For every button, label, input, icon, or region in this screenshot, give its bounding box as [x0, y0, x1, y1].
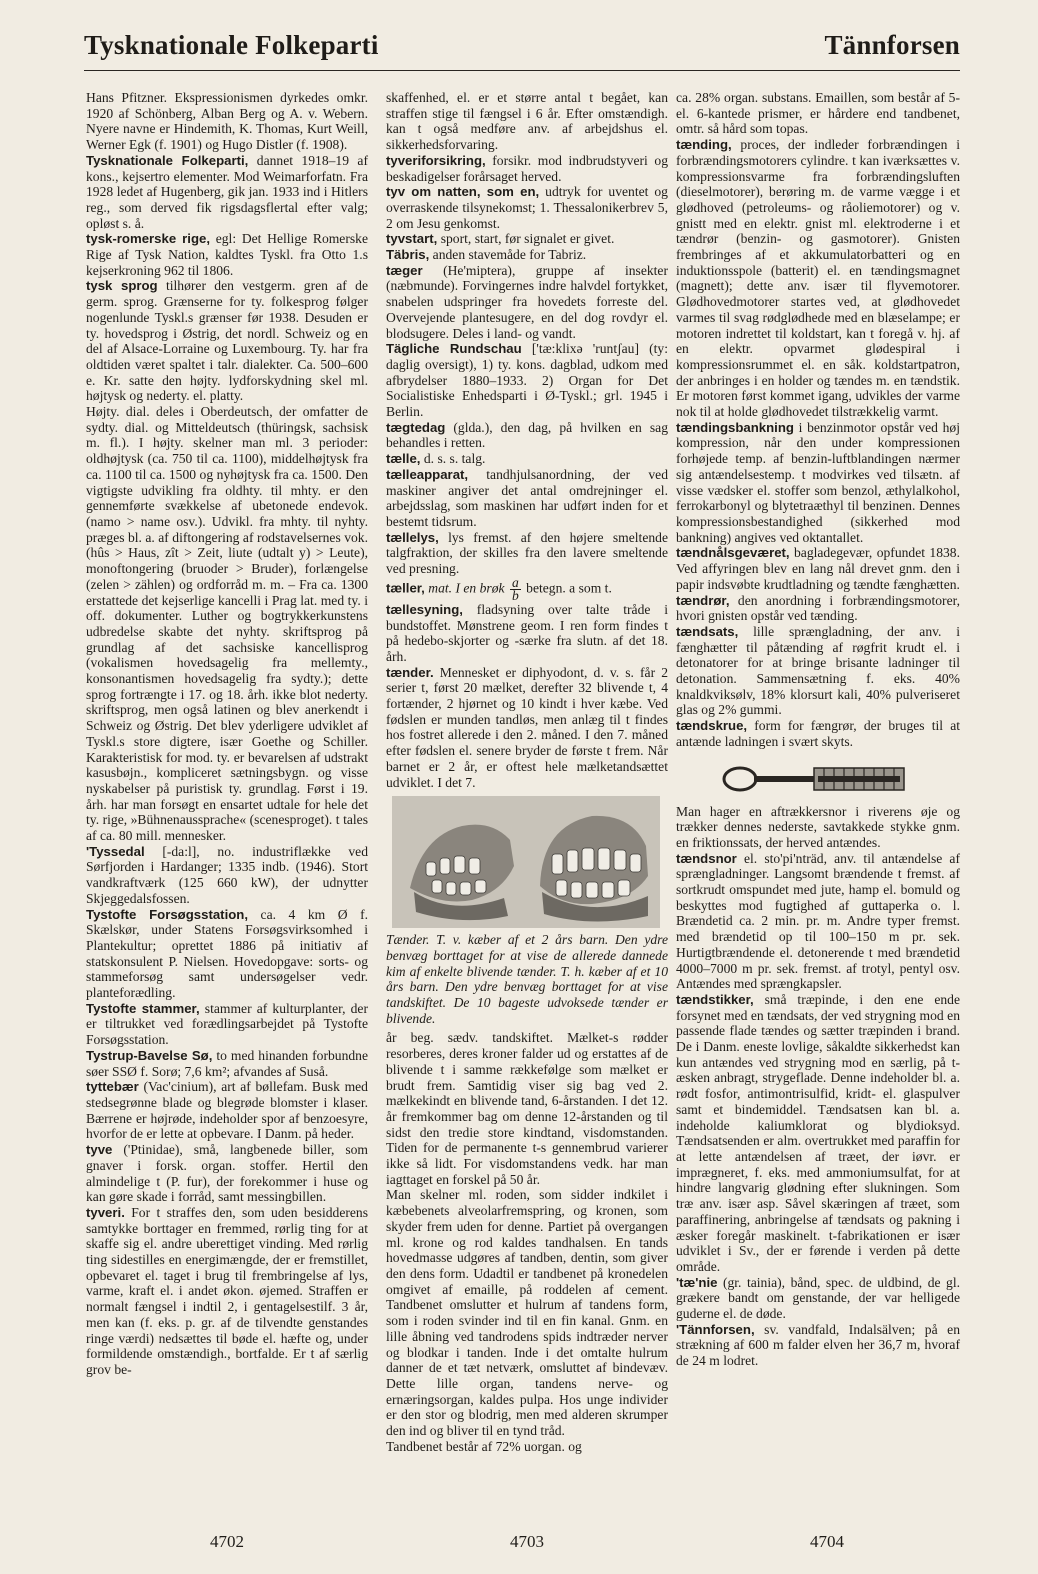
entry — [86, 404, 368, 844]
entry — [386, 1030, 668, 1187]
entry-text: (gr. tainia), bånd, spec. de uldbind, de gl. grækere bandt om genstande, der var helligede guderne el. de døde. — [676, 1274, 960, 1322]
headword: tændsnor — [676, 850, 737, 866]
headword: tændstikker, — [676, 991, 754, 1007]
entry — [676, 1322, 960, 1369]
headword: tysk sprog — [86, 278, 158, 294]
entry — [676, 137, 960, 420]
entry-text: tilhører den vestgerm. gren af de germ. sprog. Grænserne for ty. folkesprog følger nogenlunde Tyskl.s grænser før 1938. Desuden er ty. hovedsprog i Østrig, det nordl. Schweiz og en del af Alsace-Lorraine og Luxembourg. Ty. har fra oldtiden været spaltet i talr. dialekter. Ca. 500–600 e. Kr. satte den højty. lydforskydning skel ml. højtysk og nederty. el. platty. — [86, 278, 368, 404]
column-2-entries-b — [386, 602, 668, 790]
fraction — [510, 574, 521, 603]
entry-text: fladsyning over talte tråde i bundstoffet. Mønstrene geom. I ren form findes t på hedebo-skjorter og -særke fra slutn. af det 18. årh. — [386, 601, 669, 664]
entry — [86, 1205, 368, 1378]
entry-text: ca. 4 km Ø f. Skælskør, under Statens Forsøgsvirksomhed i Plantekultur; oprettet 1886 på initiativ af statskonsulent P. Nielsen. Hovedopgave: sorts- og stammeforsøg samt undersøgelser vedr. planteforædling. — [86, 906, 368, 1001]
entry — [386, 247, 668, 263]
entry — [86, 844, 368, 907]
header-left-title: Tysknationale Folkeparti — [84, 30, 379, 60]
headword: tyv om natten, som en, — [386, 184, 540, 200]
headword: Täbris, — [386, 247, 430, 263]
column-3 — [676, 90, 960, 1369]
entry-text: form for fængrør, der bruges til at antænde ladningen i svært skyts. — [676, 718, 961, 749]
headword: Tystrup-Bavelse Sø, — [86, 1047, 213, 1063]
headword: 'Tyssedal — [86, 843, 145, 859]
entry-text: skaffenhed, el. er et større antal t begået, kan straffen stige til fængsel i 6 år. Efter omstændigh. kan t også medføre anv. af arbejdshus el. sikkerhedsforvaring. — [386, 90, 668, 153]
headword: 'Tännforsen, — [676, 1321, 755, 1337]
figure-caption: Tænder. T. v. kæber af et 2 års barn. Den ydre benvæg borttaget for at vise de allerede dannede kim af enkelte blivende tænder. T. h. kæber af et 10 års barn. Den ydre benvæg borttaget for at vise tandskiftet. De 10 bageste udvoksede tænder er blivende. — [386, 932, 668, 1026]
page-number-2: 4703 — [510, 1532, 544, 1551]
teeth-illustration — [392, 796, 660, 928]
entry — [86, 1079, 368, 1142]
headword: tyve — [86, 1142, 113, 1158]
entry — [386, 1187, 668, 1438]
igniter-screw-illustration — [718, 758, 918, 800]
entry-text: el. sto'pi'nträd, anv. til antændelse af sprængladninger. Langsomt brændende t fremst. af sortkrudt omspundet med jute, hamp el. bomuld og beskyttes mod fugtighed af guttaperka o. l. Brændetid ca. 2 min. pr. m. Andre typer fremst. med brændetid op til 100–150 m pr. sek. Hurtigtbrændende el. detonerende t med brændetid 4000–7000 m pr. sek. fremst. af trotyl, pentyl osv. Antændes med sprængkapsler. — [676, 850, 960, 992]
page-number-1: 4702 — [210, 1532, 244, 1551]
headword: tysk-romerske rige, — [86, 231, 210, 247]
entry-text: bagladegevær, opfundet 1838. Ved affyringen blev en lang nål drevet gnm. den i papir indsvøbte krudtladning og tændte fænghætten. — [676, 545, 960, 592]
entry — [86, 1142, 368, 1205]
headword: tællesyning, — [386, 601, 463, 617]
headword: 'tæ'nie — [676, 1274, 718, 1290]
fraction-denominator: b — [511, 587, 519, 603]
entry-text: Man hager en aftrækkersnor i riverens øje og trækker dennes nederste, savtakkede stykke gnm. en friktionssats, der herved antændes. — [676, 803, 960, 850]
entry — [86, 90, 368, 153]
headword: tændnålsgeværet, — [676, 545, 790, 561]
entry-text: stammer af kulturplanter, der er tiltrukket ved forædlingsarbejdet på Tystofte Forsøgsstation. — [86, 1000, 368, 1048]
entry-text: ('Ptinidae), små, langbenede biller, som gnaver i forsk. organ. stoffer. Hertil den almindelige t (P. fur), der forekommer i huse og kan gøre skade i forråd, samt messingbillen. — [86, 1142, 368, 1205]
entry-text: lille sprængladning, der anv. i fænghætter til påtænding af røgfrit krudt el. i detonatorer for at bringe brisante ladninger til detonation. Sammensætning f. eks. 40% knaldkviksølv, 18% klorsurt kali, 40% pulveriseret glas og 2% gummi. — [676, 623, 960, 718]
entry — [386, 665, 668, 791]
headword: Tystofte Forsøgsstation, — [86, 906, 249, 922]
entry-text: Hans Pfitzner. Ekspressionismen dyrkedes omkr. 1920 af Schönberg, Alban Berg og A. v. Webern. Nyere navne er Hindemith, K. Thomas, Kurt Weill, Werner Egk (f. 1901) og Hugo Distler (f. 1908). — [86, 90, 368, 153]
entry — [386, 530, 668, 577]
header-right-title: Tännforsen — [824, 30, 960, 60]
entry — [386, 184, 668, 231]
teeth-figure — [386, 796, 668, 1026]
entry — [86, 231, 368, 278]
headword: tændskrue, — [676, 718, 748, 734]
headword: Tysknationale Folkeparti, — [86, 152, 249, 168]
entry-text: små træpinde, i den ene ende forsynet med en tændsats, der ved strygning mod en passende flade tændes og sætter træpinden i brand. De i Danm. eneste lovlige, såkaldte sikkerhedst kan kun antændes ved strygning mod en særlig, på t-æsken anbragt, strygeflade. Denne indeholder bl. a. rødt fosfor, antimontrisulfid, kridt- el. glaspulver samt et bindemiddel. Tændsatsen kan bl. a. indeholde kaliumklorat og blydioksyd. Tændsatsenden er alm. overtrukket med paraffin for at lette antændelsen af træet, der iøvr. er imprægneret, f. eks. med ammoniumsulfat, for at hindre langvarig glødning efter slukningen. Som træ anv. især asp. Såvel skæringen af træet, som paraffinering, anbringelse af tændsats og pakning i æsker foregår maskinelt. t-fabrikationen er især udviklet i Sv., der er førende i verden på dette område. — [676, 991, 960, 1274]
entry-text: mat. I en brøk — [428, 580, 505, 596]
entry — [86, 1048, 368, 1079]
entry — [676, 90, 960, 137]
entry — [86, 153, 368, 232]
entry-text: (Vac'cinium), art af bøllefam. Busk med stedsegrønne blade og blegrøde blomster i klaser. Bærrene er højrøde, indeholder spor af benzoesyre, hvorfor de er lette at opbevare. I Danm. på heder. — [86, 1079, 368, 1142]
entry-text: Tandbenet består af 72% uorgan. og — [386, 1438, 582, 1454]
column-2-entries-c — [386, 1030, 668, 1454]
headword: tæger — [386, 262, 423, 278]
entry — [676, 1275, 960, 1322]
entry-text: Man skelner ml. roden, som sidder indkilet i kæbebenets alveolarfremspring, og kronen, som skyder frem uden for denne. Partiet på overgangen ml. krone og rod kaldes tandhalsen. En tands hovedmasse udgøres af tandben, dentin, som giver den dens form. Udadtil er tandbenet på kronedelen omgivet af emaille, på roddelen af cement. Tandbenet omslutter et hulrum af tandens form, som i roden svinder ind til en fin kanal. Gnm. en lille åbning ved tandrodens spids indtræder nerver og blodkar i tanden. Inde i det omtalte hulrum danner de et tæt netværk, omsluttet af bindevæv. Dette lille organ, tandens nerve- og ernæringsorgan, kaldes pulpa. Hos unge individer er den stor og blodrig, men med alderen skrumper den ind og bliver til en tynd tråd. — [386, 1187, 668, 1439]
headword: tyvstart, — [386, 231, 438, 247]
entry-text: (glda.), den dag, på hvilken en sag behandles i retten. — [386, 419, 668, 451]
entry — [676, 545, 960, 592]
entry-text: anden stavemåde for Tabriz. — [432, 247, 587, 263]
headword: tæller, — [386, 580, 425, 596]
entry-text: Mennesket er diphyodont, d. v. s. får 2 serier t, først 20 mælket, derefter 32 blivende t, 4 fortænder, 2 hjørnet og 10 kindt i hver kæbe. Ved fødslen er munden tandløs, men anlæg til t findes hos fostret allerede i den 2. måned. I den 7. måned efter fødslen el. senere bryder de første t frem. Når barnet er 2 år, er oftest hele mælketandsættet udviklet. I det 7. — [386, 664, 668, 790]
entry — [386, 602, 668, 665]
page-number-3: 4704 — [810, 1532, 844, 1551]
entry — [676, 624, 960, 718]
entry-text: ['tæ:klixə 'runtʃau] (ty: daglig oversigt), 1) ty. kons. dagblad, udkom med afbrydelser 1880–1933. 2) Organ for Det Socialistiske Enhedsparti i Ø-Tyskl.; grl. 1945 i Berlin. — [386, 341, 668, 420]
headword: tægtedag — [386, 419, 446, 435]
headword: tyttebær — [86, 1079, 139, 1095]
entry-text: betegn. a som t. — [526, 580, 612, 596]
entry-text: egl: Det Hellige Romerske Rige af Tysk Nation, kaldtes Tyskl. fra Otto 1.s kejserkroning 962 til 1806. — [86, 231, 368, 278]
entry-text: d. s. s. talg. — [423, 451, 486, 467]
entry-text: sport, start, før signalet er givet. — [440, 231, 615, 247]
entry-text: forsikr. mod indbrudstyveri og beskadigelser forårsaget herved. — [386, 152, 668, 184]
column-1 — [86, 90, 368, 1378]
entry-text: to med hinanden forbundne søer SSØ f. Sorø; 7,6 km²; afvandes af Suså. — [86, 1047, 368, 1079]
entry — [86, 907, 368, 1001]
entry — [86, 1001, 368, 1048]
entry — [386, 341, 668, 420]
entry-text: sv. vandfald, Indalsälven; på en strækning af 600 m falder elven her 36,7 m, hvoraf de 24 m lodret. — [676, 1321, 960, 1369]
headword: Tystofte stammer, — [86, 1000, 200, 1016]
headword: tyveri. — [86, 1204, 125, 1220]
entry-text: den anordning i forbrændingsmotorer, hvori gnisten opstår ved tænding. — [676, 592, 960, 624]
entry-text: dannet 1918–19 af kons., kejsertro elementer. Mod Weimarforfatn. Fra 1928 ledet af Hugenberg, gik jan. 1933 ind i Hitlers reg., som derved fik rigsdagsflertal efter valg; opløst s. å. — [86, 152, 368, 231]
entry — [676, 718, 960, 749]
entry-text: lys fremst. af den højere smeltende talgfraktion, der skilles fra den lavere smeltende ved presning. — [386, 529, 668, 577]
headword: tænding, — [676, 137, 732, 153]
headword: tænder. — [386, 664, 434, 680]
entry — [386, 467, 668, 530]
headword: tyveriforsikring, — [386, 152, 486, 168]
column-2 — [386, 90, 668, 1454]
entry — [386, 1439, 668, 1455]
entry — [676, 851, 960, 992]
entry — [386, 231, 668, 247]
entry-text: ca. 28% organ. substans. Emaillen, som består af 5- el. 6-kantede prismer, er hårdere end tandbenet, omtr. så hård som topas. — [676, 90, 960, 137]
entry — [386, 90, 668, 153]
column-3-entries-a — [676, 90, 960, 750]
entry-text: i benzinmotor opstår ved høj kompression, når den under kompressionen forhøjede temp. af benzin-luftblandingen nærmer sig antændelsestemp. t modvirkes ved tilsætn. af visse vædsker el. stoffer som benzol, æthylalkohol, ferrokarbonyl og blytetraæthyl til benzinen. Dennes kompressionsbestandighed (sikkerhed mod bankning) angives ved oktantallet. — [676, 419, 960, 545]
headword: tændrør, — [676, 592, 730, 608]
entry — [676, 804, 960, 851]
entry — [386, 420, 668, 451]
headword: tælleapparat, — [386, 466, 469, 482]
entry-text: tandhjulsanordning, der ved maskiner angiver det antal omdrejninger el. arbejdsslag, som maskinen har udført inden for et bestemt tidsrum. — [386, 466, 668, 529]
entry-text: (He'miptera), gruppe af insekter (næbmunde). Forvingernes indre halvdel fortykket, snabelen udspringer fra hovedets forreste del. Overvejende plantesugere, en del dog rovdyr el. blodsugere. Deles i land- og vandt. — [386, 262, 668, 341]
entry — [386, 263, 668, 342]
headword: tælle, — [386, 451, 421, 467]
entry-text: udtryk for uventet og overraskende tilsynekomst; 1. Thessalonikerbrev 5, 2 om Jesu genkomst. — [386, 184, 668, 231]
entry-text: Højty. dial. deles i Oberdeutsch, der omfatter de sydty. dial. og Mitteldeutsch (thüringsk, sachsisk m. fl.). I højty. skelner man ml. 3 perioder: oldhøjtysk (ca. 750 til ca. 1100), middelhøjtysk fra ca. 1100 til ca. 1500 og nyhøjtysk fra ca. 1500. Den vigtigste udvikling fra oldhty. til mhty. er den gennemførte svækkelse af ubetonede endevok. (namo > name osv.). Udvikl. fra mhty. til nyhty. præges bl. a. af diftongering af rodstavelsernes vok. (hûs > Haus, zît > Zeit, liute (udtalt y) > Leute), monoftongering (bruoder > Bruder), forlængelse (zelen > zählen) og ordforråd m. m. – Fra ca. 1300 erstattede det kejserlige kancelli i Prag lat. med ty. i off. dokumenter. Luther og bogtrykkerkunstens udbredelse skabte det nyhty. skriftsprog på grundlag af det sachsiske kancellisprog (vokalismen hovedsagelig fra mellemty., konsonantismen hovedsagelig fra sydty.); dette sprog fortrængte i 17. og 18. årh. ikke blot nederty. skriftsprog, men også latinen og blev anerkendt i Schweiz og Østrig. Det blev yderligere udviklet af Tyskl.s store digtere, især Goethe og Schiller. Karakteristisk for mod. ty. er bevarelsen af udstrakt kasusbøjn., kompliceret sætningsbygn. og visse nyskabelser på puristisk ty. grundlag. Først i 19. årh. har man forsøgt en ensartet udtale for hele det ty. rige, »Bühnenaussprache« (scenesproget). t tales af ca. 80 mill. mennesker. — [86, 404, 368, 844]
entry-text: [-da:l], no. industriflække ved Sørfjorden i Hardanger; 1335 indb. (1946). Stort vandkraftværk (125 660 kW), der udnytter Skjeggedalsfossen. — [86, 843, 368, 906]
entry-text: år beg. sædv. tandskiftet. Mælket-s rødder resorberes, deres kroner falder ud og erstattes af de blivende t i samme rækkefølge som mælket er brudt frem. Samtidig viser sig bag ved 2. mælkekindt en blivende tand, 6-årstanden. I det 12. år fremkommer bag om denne 12-årstanden og til sidst den tredie store kindtand, visdomstanden. Tiden for de permanente t-s gennembrud varierer ikke så lidt. For visdomstandens vedk. har man iagttaget en forskel på 50 år. — [386, 1030, 668, 1187]
header-rule — [84, 70, 960, 71]
headword: tællelys, — [386, 529, 439, 545]
column-2-entries-a — [386, 90, 668, 577]
entry — [86, 278, 368, 404]
entry — [386, 451, 668, 467]
entry — [386, 153, 668, 184]
entry-text: proces, der indleder forbrændingen i forbrændingsmotorers cylindre. t kan iværksættes v. kompressionsvarme fra forbrændingsluften (dieselmotorer), berøring m. de varme vægge i et glødhoved (petroleums- og råoliemotorer) og v. gnistt med en elektr. gnist ml. elektroderne i et tændrør (benzin- og gasmotorer). Gnisten frembringes af et akkumulatorbatteri og en induktionsspole (batterit) el. en tændingsmagnet (magnett); dette anv. især til flyvemotorer. Glødhovedmotorer startes ved, at glødhovedet varmes til svag rødglødhede med en blæselampe; er motoren indrettet til koldstart, kan t foregå v. hj. af en elektr. opvarmet glødespiral i kompressionsrummet el. en såk. koldstartpatron, der anbringes i en holder og tændes m. en tændstik. Er motoren først kommet igang, udvikles der varme nok til at holde glødhovedet tilstrækkelig varmt. — [676, 137, 960, 420]
entry-taeller — [386, 574, 668, 603]
entry-text: For t straffes den, som uden besidderens samtykke borttager en fremmed, rørlig ting for at skaffe sig el. andre uberettiget vinding. Med rørlig ting sidestilles en energimængde, der er fremstillet, opbevaret el. taget i brug til frembringelse af lys, varme, kraft el. i andet økon. øjemed. Straffen er normalt fængsel i indtil 2, i gentagelsestilf. 3 år, men kan (f. eks. p. gr. af de tilvendte genstandes ringe værdi) nedsættes til bøde el. hæfte og, under formildende omstændigh., bortfalde. Er t af særlig grov be- — [86, 1204, 369, 1377]
headword: tændsats, — [676, 623, 739, 639]
entry — [676, 420, 960, 546]
headword: tændingsbankning — [676, 419, 794, 435]
headword: Tägliche Rundschau — [386, 341, 522, 357]
fraction-numerator: a — [511, 574, 519, 590]
column-3-entries-b — [676, 804, 960, 1369]
entry — [676, 992, 960, 1275]
entry — [676, 593, 960, 624]
